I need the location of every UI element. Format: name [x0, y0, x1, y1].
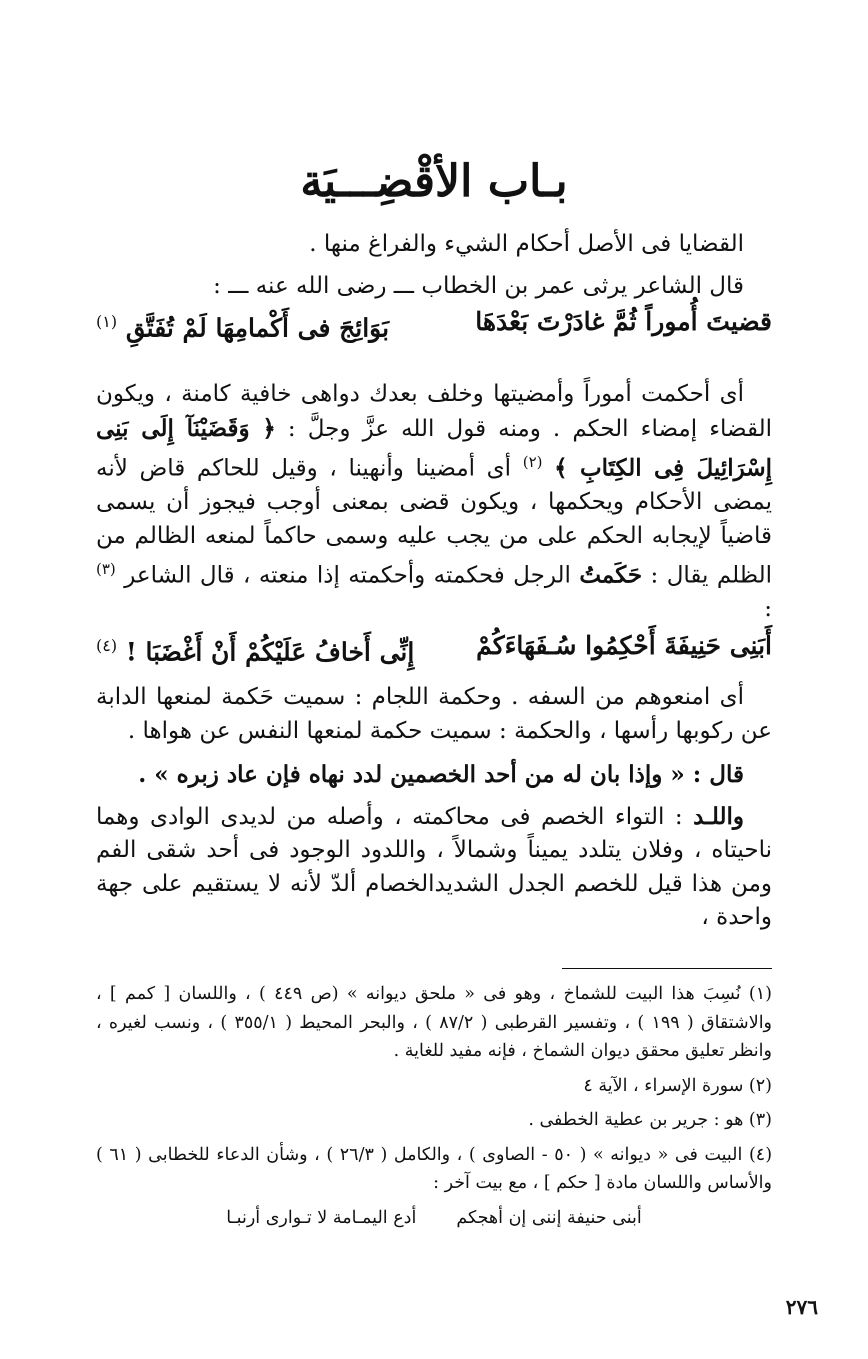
- footnote-1: (١) نُسِبَ هذا البيت للشماخ ، وهو فى « ملحق ديوانه » (ص ٤٤٩ ) ، واللسان [ كمم ] ، والاشتقاق ( ١٩٩ ) ، وتفسير القرطبى ( ٨٧/٢ ) ، والبحر المحيط ( ٣٥٥/١ ) ، ونسب لغيره ، وانظر تعليق محقق ديوان الشماخ ، فإنه مفيد للغاية .: [96, 984, 773, 1061]
- footnote-4: (٤) البيت فى « ديوانه » ( ٥٠ - الصاوى ) ، والكامل ( ٢٦/٣ ) ، وشأن الدعاء للخطابى ( ٦١ ) والأساس واللسان مادة [ حكم ] ، مع بيت آخر :: [96, 1144, 773, 1193]
- highlighted-word: حَكَمتُ: [579, 561, 643, 589]
- defined-term: واللـد: [693, 802, 745, 830]
- footnote-3: (٣) هو : جرير بن عطية الخطفى .: [528, 1110, 772, 1130]
- verse-1: [96, 303, 772, 347]
- footnotes: [96, 980, 772, 1232]
- main-text-top: [96, 228, 772, 347]
- quran-quote: ﴿ وَقَضَيْنَآ إِلَى بَنِى إِسْرَائِيلَ فِى الكِتَابِ ﴾: [96, 414, 772, 482]
- paragraph-hikma: أى امنعوهم من السفه . وحكمة اللجام : سميت حَكمة لمنعها الدابة عن ركوبها رأسها ، والحكمة : سميت حكمة لمنعها النفس عن هواها .: [96, 684, 772, 744]
- footnote-ref-3: (٣): [96, 560, 116, 579]
- verse-1-first-hemistich: قضيتَ أُموراً ثُمَّ غادَرْتَ بَعْدَهَا: [475, 307, 772, 336]
- verse-2-first-hemistich: أَبَنِى حَنِيفَةَ أَحْكِمُوا سُـفَهَاءَكُمْ: [476, 630, 772, 660]
- footnote-verse-second: أدع اليمـامة لا تـوارى أرنبـا: [226, 1207, 417, 1228]
- verse-2-second-hemistich: إِنِّى أَخافُ عَلَيْكُمْ أَنْ أَغْضَبَا ! $^{(٤)}$: [96, 635, 415, 667]
- main-text-middle: [96, 378, 772, 935]
- paragraph-quote: قال : « وإذا بان له من أحد الخصمين لدد نهاه فإن عاد زبره » .: [138, 761, 744, 789]
- footnote-ref-4: (٤): [96, 635, 118, 655]
- footnote-2: (٢) سورة الإسراء ، الآية ٤: [583, 1075, 772, 1096]
- paragraph-explanation: أى أحكمت أموراً وأمضيتها وخلف بعدك دواهى خافية كامنة ، ويكون القضاء إمضاء الحكم . ومنه قول الله عزَّ وجلَّ : ﴿ وَقَضَيْنَآ إِلَى بَنِى إِسْرَائِيلَ فِى الكِتَابِ ﴾ $^{(٢)}$ أى أمضينا وأنهينا ، وقيل للحاكم قاض لأنه يمضى الأحكام ويحكمها ، ويكون قضى بمعنى أوجب فيجوز أن يسمى قاضياً لإيجابه الحكم على من يجب عليه وسمى حاكماً لمنعه الظالم من الظلم يقال : حَكَمتُ الرجل فحكمته وأحكمته إذا منعته ، قال الشاعر $^{(٣)}$ :: [96, 381, 773, 623]
- footnote-ref-1: (١): [96, 312, 118, 331]
- paragraph-definition: القضايا فى الأصل أحكام الشيء والفراغ منها .: [309, 231, 744, 257]
- verse-2: [96, 627, 772, 671]
- footnote-ref-2: (٢): [522, 453, 543, 471]
- footnote-4-verse: [96, 1204, 772, 1233]
- paragraph-poet-intro: قال الشاعر يرثى عمر بن الخطاب ـــ رضى الله عنه ـــ :: [213, 272, 744, 299]
- footnote-divider: [562, 968, 772, 969]
- page-number: ٢٧٦: [785, 1295, 818, 1319]
- hadith-quote: « وإذا بان له من أحد الخصمين لدد نهاه فإن عاد زبره » .: [138, 761, 685, 789]
- chapter-title: بـاب الأقْضِـــيَة: [300, 156, 568, 207]
- paragraph-ladad: واللـد : التواء الخصم فى محاكمته ، وأصله من لديدى الوادى وهما ناحيتاه ، وفلان يتلدد يميناً وشمالاً ، واللدود الوجود فى أحد شقى الفم ومن هذا قيل للخصم الجدل الشديدالخصام ألدّ لأنه لا يستقيم على جهة واحدة ،: [96, 802, 772, 931]
- footnote-verse-first: أبنى حنيفة إننى إن أهجكم: [456, 1207, 642, 1228]
- verse-1-second-hemistich: بَوَائِجَ فى أَكْمامِهَا لَمْ تُفَتَّقِ $^{(١)}$: [96, 312, 390, 343]
